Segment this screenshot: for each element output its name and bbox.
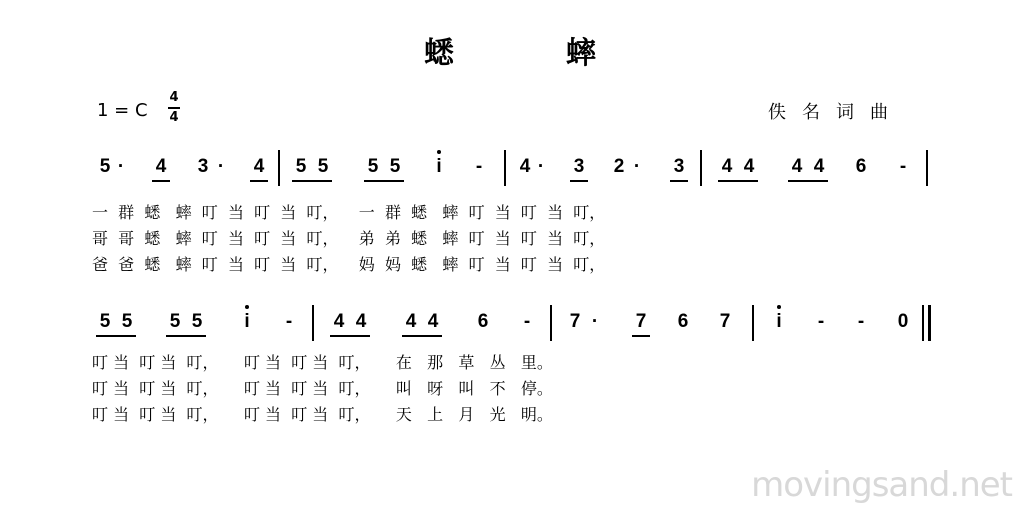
note: 3 xyxy=(573,156,585,177)
time-signature-top: 4 xyxy=(169,90,179,105)
time-signature-rule xyxy=(168,107,180,109)
note: 4 xyxy=(791,156,803,177)
bar-line xyxy=(278,150,280,186)
underline xyxy=(788,180,828,182)
note: 2 xyxy=(613,156,625,177)
note: 5 xyxy=(99,156,111,177)
dash: - xyxy=(523,311,531,332)
dot-mark: · xyxy=(591,311,599,332)
note: 4 xyxy=(355,311,367,332)
note: 7 xyxy=(569,311,581,332)
note: 3 xyxy=(673,156,685,177)
note: 5 xyxy=(169,311,181,332)
bar-line xyxy=(752,305,754,341)
song-title xyxy=(0,28,1024,71)
underline xyxy=(292,180,332,182)
dash: - xyxy=(817,311,825,332)
lyrics-line-2-verse-3: 叮 当 叮 当 叮， 叮 当 叮 当 叮， 天 上 月 光 明。 xyxy=(92,405,553,424)
note: 7 xyxy=(719,311,731,332)
dot-mark: · xyxy=(217,156,225,177)
dash: - xyxy=(899,156,907,177)
underline xyxy=(402,335,442,337)
bar-line xyxy=(312,305,314,341)
note: 4 xyxy=(743,156,755,177)
underline xyxy=(364,180,404,182)
underline xyxy=(632,335,650,337)
final-bar-thin xyxy=(922,305,924,341)
underline xyxy=(570,180,588,182)
note: 4 xyxy=(721,156,733,177)
note: 5 xyxy=(99,311,111,332)
high-octave-dot xyxy=(777,305,781,309)
note: 4 xyxy=(427,311,439,332)
lyrics-line-2-verse-1: 叮 当 叮 当 叮， 叮 当 叮 当 叮， 在 那 草 丛 里。 xyxy=(92,353,553,372)
time-signature-bottom: 4 xyxy=(169,110,179,125)
note: 6 xyxy=(477,311,489,332)
title-char-2: 蟀 xyxy=(566,36,596,71)
note: 5 xyxy=(121,311,133,332)
note: 6 xyxy=(855,156,867,177)
note: 4 xyxy=(813,156,825,177)
key-signature: 1 = C xyxy=(97,100,148,121)
note: i xyxy=(436,156,442,177)
bar-line xyxy=(700,150,702,186)
note: i xyxy=(244,311,250,332)
bar-line xyxy=(926,150,928,186)
bar-line xyxy=(504,150,506,186)
dot-mark: · xyxy=(117,156,125,177)
lyrics-line-2-verse-2: 叮 当 叮 当 叮， 叮 当 叮 当 叮， 叫 呀 叫 不 停。 xyxy=(92,379,553,398)
note: 3 xyxy=(197,156,209,177)
bar-line xyxy=(550,305,552,341)
time-signature xyxy=(166,90,182,126)
underline xyxy=(670,180,688,182)
lyrics-line-1-verse-1: 一 群 蟋 蟀 叮 当 叮 当 叮， 一 群 蟋 蟀 叮 当 叮 当 叮， xyxy=(92,203,606,222)
underline xyxy=(330,335,370,337)
note: 5 xyxy=(191,311,203,332)
final-bar-thick xyxy=(928,305,931,341)
title-char-1: 蟋 xyxy=(424,36,454,71)
underline xyxy=(152,180,170,182)
note: 0 xyxy=(897,311,909,332)
credit: 佚名词曲 xyxy=(768,102,904,123)
dash: - xyxy=(285,311,293,332)
note: 5 xyxy=(295,156,307,177)
note: 5 xyxy=(367,156,379,177)
note: 4 xyxy=(519,156,531,177)
dash: - xyxy=(475,156,483,177)
note: 4 xyxy=(333,311,345,332)
note: 5 xyxy=(389,156,401,177)
underline xyxy=(96,335,136,337)
dot-mark: · xyxy=(537,156,545,177)
lyrics-line-1-verse-2: 哥 哥 蟋 蟀 叮 当 叮 当 叮， 弟 弟 蟋 蟀 叮 当 叮 当 叮， xyxy=(92,229,606,248)
note: i xyxy=(776,311,782,332)
underline xyxy=(166,335,206,337)
dash: - xyxy=(857,311,865,332)
note: 4 xyxy=(253,156,265,177)
note: 4 xyxy=(405,311,417,332)
lyrics-line-1-verse-3: 爸 爸 蟋 蟀 叮 当 叮 当 叮， 妈 妈 蟋 蟀 叮 当 叮 当 叮， xyxy=(92,255,606,274)
underline xyxy=(718,180,758,182)
high-octave-dot xyxy=(245,305,249,309)
note: 4 xyxy=(155,156,167,177)
note: 6 xyxy=(677,311,689,332)
watermark: movingsand.net xyxy=(751,465,1012,505)
dot-mark: · xyxy=(633,156,641,177)
underline xyxy=(250,180,268,182)
note: 7 xyxy=(635,311,647,332)
high-octave-dot xyxy=(437,150,441,154)
note: 5 xyxy=(317,156,329,177)
